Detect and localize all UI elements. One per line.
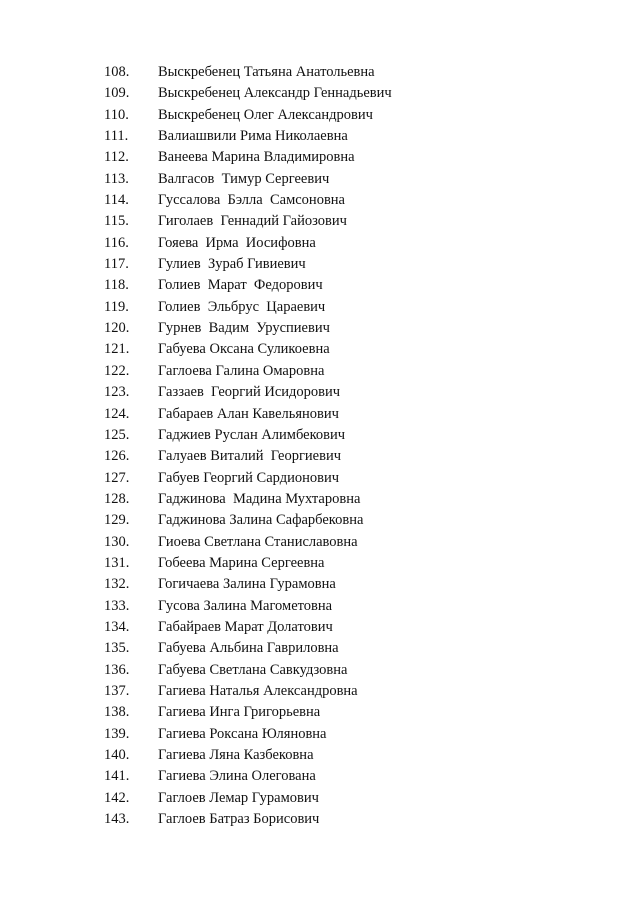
list-item <box>0 147 640 168</box>
item-number: 131. <box>104 554 130 571</box>
item-number: 111. <box>104 128 129 145</box>
list-item <box>0 489 640 510</box>
item-number: 123. <box>104 384 130 401</box>
list-item <box>0 510 640 531</box>
person-full-name: Гуссалова Бэлла Самсоновна <box>158 192 345 209</box>
item-number: 125. <box>104 426 130 443</box>
list-item <box>0 766 640 787</box>
item-number: 130. <box>104 533 130 550</box>
item-number: 137. <box>104 682 130 699</box>
item-number: 124. <box>104 405 130 422</box>
person-full-name: Голиев Марат Федорович <box>158 277 323 294</box>
list-item <box>0 83 640 104</box>
person-full-name: Гогичаева Залина Гурамовна <box>158 576 336 593</box>
item-number: 126. <box>104 448 130 465</box>
item-number: 143. <box>104 811 130 828</box>
list-item <box>0 297 640 318</box>
person-full-name: Гагиева Инга Григорьевна <box>158 704 321 721</box>
person-full-name: Гобеева Марина Сергеевна <box>158 554 325 571</box>
person-full-name: Гагиева Ляна Казбековна <box>158 747 314 763</box>
list-item <box>0 126 640 147</box>
item-number: 141. <box>104 768 130 785</box>
item-number: 118. <box>104 277 129 294</box>
list-item <box>0 275 640 296</box>
list-item <box>0 318 640 339</box>
item-number: 114. <box>104 192 129 209</box>
person-full-name: Гаглоев Батраз Борисович <box>158 811 320 828</box>
item-number: 108. <box>104 64 130 80</box>
list-item <box>0 724 640 745</box>
item-number: 138. <box>104 704 130 721</box>
person-full-name: Гагиева Элина Олегована <box>158 768 316 785</box>
person-full-name: Газзаев Георгий Исидорович <box>158 384 341 401</box>
person-full-name: Гаглоева Галина Омаровна <box>158 362 325 379</box>
list-item <box>0 532 640 553</box>
person-full-name: Гиоева Светлана Станиславовна <box>158 533 358 550</box>
item-number: 112. <box>104 149 129 166</box>
list-item <box>0 382 640 403</box>
person-full-name: Габуев Георгий Сардионович <box>158 469 340 486</box>
person-full-name: Габараев Алан Кавельянович <box>158 405 339 422</box>
person-full-name: Голиев Эльбрус Цараевич <box>158 298 326 315</box>
list-item <box>0 553 640 574</box>
item-number: 139. <box>104 725 130 742</box>
person-full-name: Гаглоев Лемар Гурамович <box>158 789 319 806</box>
item-number: 140. <box>104 747 130 763</box>
item-number: 117. <box>104 256 129 273</box>
person-full-name: Гояева Ирма Иосифовна <box>158 234 316 251</box>
list-item <box>0 169 640 190</box>
person-full-name: Выскребенец Татьяна Анатольевна <box>158 64 375 80</box>
item-number: 134. <box>104 618 130 635</box>
person-full-name: Галуаев Виталий Георгиевич <box>158 448 341 465</box>
item-number: 122. <box>104 362 130 379</box>
list-item <box>0 660 640 681</box>
list-item <box>0 339 640 360</box>
item-number: 142. <box>104 789 130 806</box>
person-full-name: Гурнев Вадим Уруспиевич <box>158 320 330 337</box>
item-number: 133. <box>104 597 130 614</box>
numbered-name-list <box>0 62 640 830</box>
person-full-name: Выскребенец Олег Александрович <box>158 106 373 123</box>
item-number: 116. <box>104 234 129 251</box>
item-number: 127. <box>104 469 130 486</box>
list-item <box>0 617 640 638</box>
list-item <box>0 468 640 489</box>
item-number: 128. <box>104 490 130 507</box>
person-full-name: Валиашвили Рима Николаевна <box>158 128 348 145</box>
person-full-name: Габуева Альбина Гавриловна <box>158 640 339 657</box>
item-number: 115. <box>104 213 129 230</box>
person-full-name: Гаджиев Руслан Алимбекович <box>158 426 346 443</box>
person-full-name: Гулиев Зураб Гивиевич <box>158 256 306 273</box>
person-full-name: Гусова Залина Магометовна <box>158 597 333 614</box>
list-item <box>0 745 640 766</box>
list-item <box>0 702 640 723</box>
list-item <box>0 233 640 254</box>
list-item <box>0 211 640 232</box>
item-number: 136. <box>104 661 130 678</box>
item-number: 129. <box>104 512 130 529</box>
person-full-name: Габуева Оксана Суликоевна <box>158 341 330 358</box>
list-item <box>0 809 640 830</box>
person-full-name: Габуева Светлана Савкудзовна <box>158 661 348 678</box>
list-item <box>0 638 640 659</box>
list-item <box>0 788 640 809</box>
person-full-name: Выскребенец Александр Геннадьевич <box>158 85 392 102</box>
list-item <box>0 596 640 617</box>
item-number: 119. <box>104 298 129 315</box>
list-item <box>0 681 640 702</box>
list-item <box>0 574 640 595</box>
person-full-name: Гагиева Роксана Юляновна <box>158 725 327 742</box>
list-item <box>0 361 640 382</box>
item-number: 109. <box>104 85 130 102</box>
item-number: 121. <box>104 341 130 358</box>
list-item <box>0 254 640 275</box>
person-full-name: Гагиева Наталья Александровна <box>158 682 358 699</box>
person-full-name: Валгасов Тимур Сергеевич <box>158 170 330 187</box>
person-full-name: Ванеева Марина Владимировна <box>158 149 355 166</box>
list-item <box>0 62 640 83</box>
person-full-name: Гиголаев Геннадий Гайозович <box>158 213 347 230</box>
person-full-name: Габайраев Марат Долатович <box>158 618 333 635</box>
item-number: 110. <box>104 106 129 123</box>
person-full-name: Гаджинова Мадина Мухтаровна <box>158 490 361 507</box>
item-number: 135. <box>104 640 130 657</box>
item-number: 120. <box>104 320 130 337</box>
list-item <box>0 425 640 446</box>
item-number: 113. <box>104 170 129 187</box>
person-full-name: Гаджинова Залина Сафарбековна <box>158 512 364 529</box>
item-number: 132. <box>104 576 130 593</box>
list-item <box>0 446 640 467</box>
list-item <box>0 105 640 126</box>
list-item <box>0 404 640 425</box>
list-item <box>0 190 640 211</box>
